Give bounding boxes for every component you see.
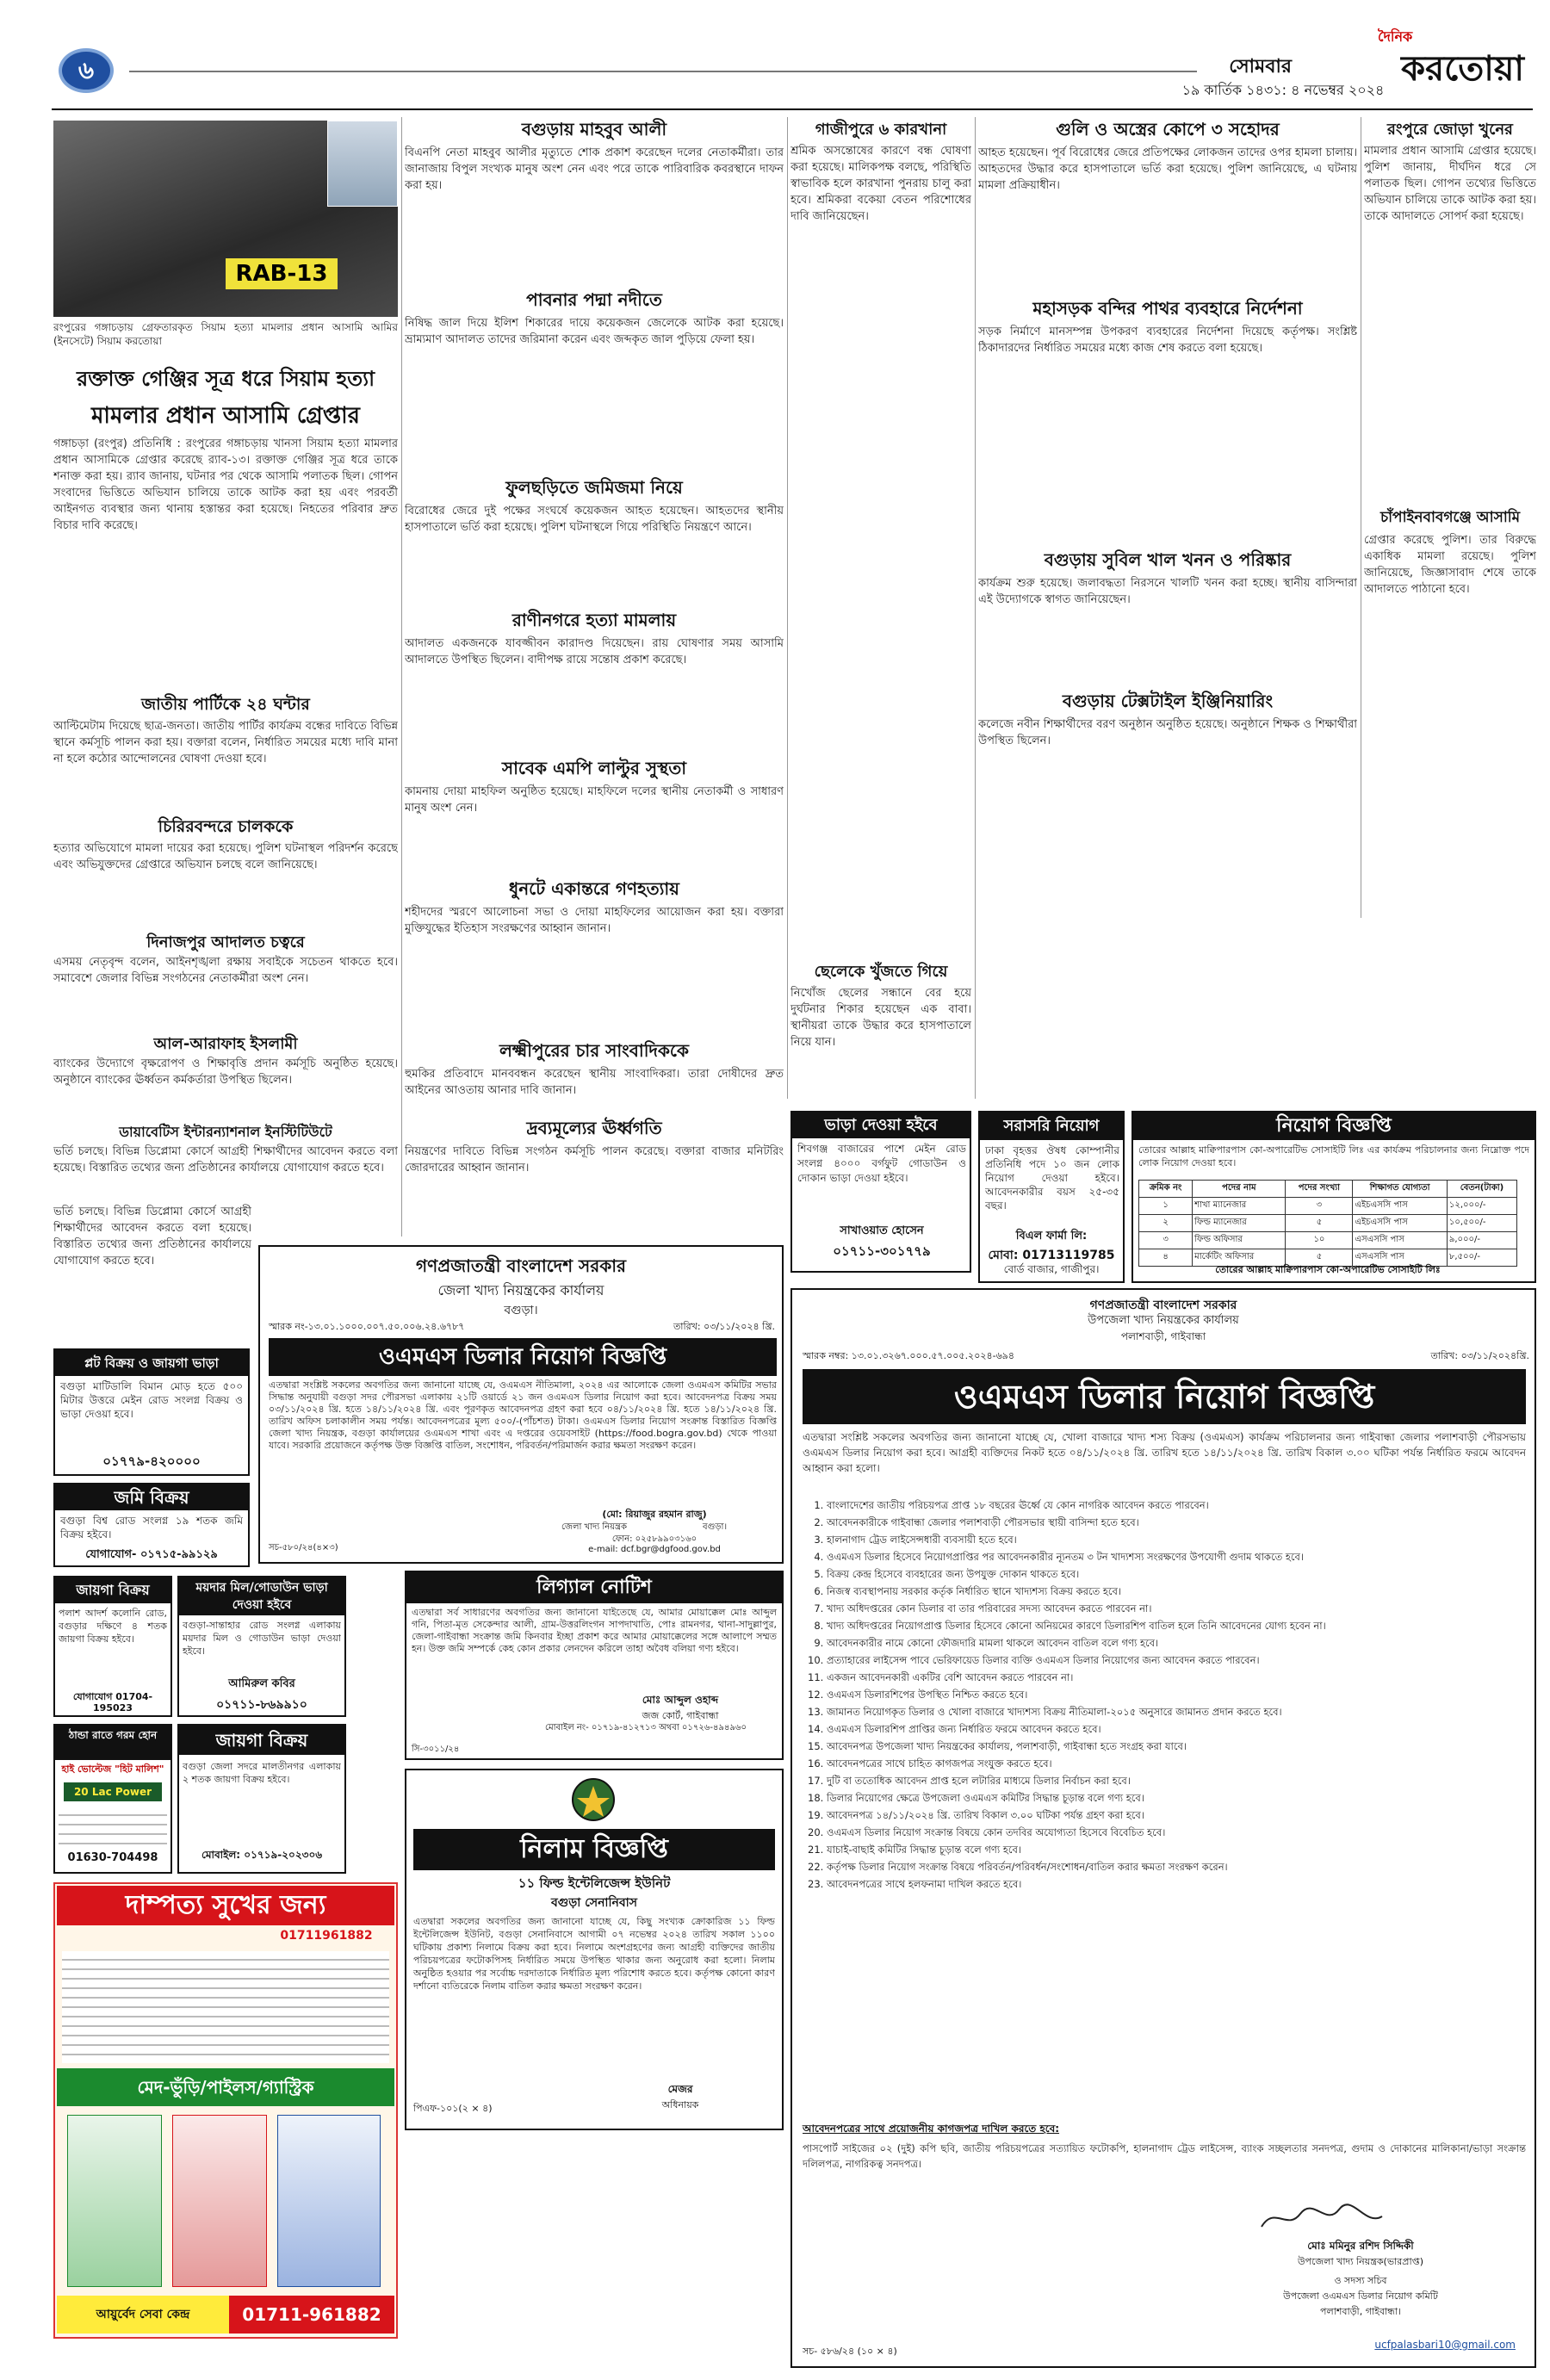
cell: এইচএসসি পাস (1353, 1215, 1447, 1232)
gazipur-body: শ্রমিক অসন্তোষের কারণে বন্ধ ঘোষণা করা হয়েছে। মালিকপক্ষ বলছে, পরিস্থিতি স্বাভাবিক হলে কারখানা পুনরায় চালু করা হবে। শ্রমিকরা বকেয়া বেতন পরিশোধের দাবি জানিয়েছেন। (790, 145, 971, 223)
condition-item: 4. ওএমএস ডিলার হিসেবে নিয়োগপ্রাপ্তির পর আবেদনকারীর ন্যূনতম ৩ টন খাদ্যশস্য সংরক্ষণের উপযোগী গুদাম থাকতে হবে। (827, 1548, 1526, 1565)
army-emblem-icon (555, 1776, 632, 1824)
tender1-title: ওএমএস ডিলার নিয়োগ বিজ্ঞপ্তি (269, 1338, 777, 1376)
sorasori-body: ঢাকা বৃহত্তর ঔষধ কোম্পানীর প্রতিনিধি পদে ১০ জন লোক নিয়োগ দেওয়া হইবে। আবেদনকারীর বয়স ২৫-৩৫ বছর। (985, 1144, 1119, 1212)
nilam-unit: ১১ ফিল্ড ইন্টেলিজেন্স ইউনিট (518, 1875, 671, 1891)
med-product-image-1 (67, 2115, 162, 2287)
legal-phone: মোবাইল নং- ০১৭১৯-৪১২৭১৩ অথবা ০১৭২৬-৪৯৪৯৬০ (545, 1723, 747, 1732)
tender1-body: এতদ্বারা সংশ্লিষ্ট সকলের অবগতির জন্য জানানো যাচ্ছে যে, ওএমএস নীতিমালা, ২০২৪ এর আলোকে জেলা ওএমএস কমিটির সভার সিদ্ধান্ত অনুযায়ী বগুড়া সদর পৌরসভা এলাকায় ২১টি ওয়ার্ডে ২১ জন ওএমএস ডিলার নিয়োগ করা হবে। আবেদনপত্র বিক্রয় সময় ০৩/১১/২০২৪ খ্রি. হতে ১৪/১১/২০২৪ খ্রি. এবং পূরণকৃত আবেদনপত্র গ্রহণ করা হবে ০৪/১১/২০২৪ খ্রি. হতে ১৪/১১/২০২৪ খ্রি. তারিখ অফিস চলাকালীন সময় পর্যন্ত। আবেদনপত্রের মূল্য ৫০০/-(পাঁচশত) টাকা। ওএমএস ডিলার নিয়োগ সংক্রান্ত বিস্তারিত বিজ্ঞপ্তি জেলা খাদ্য নিয়ন্ত্রক, বগুড়া কার্যালয়ের ওএমএস শাখা এবং এ দপ্তরের ওয়েবসাইট (https://food.bogra.gov.bd) থেকে পাওয়া যাবে। সরকারি প্রয়োজনে কর্তৃপক্ষ উক্ত বিজ্ঞপ্তি বাতিল, সংশোধন, পরিবর্তন/পরিমার্জন করার ক্ষমতা সংরক্ষণ করেন। (269, 1379, 777, 1451)
niyog-col-salary: বেতন(টাকা) (1447, 1181, 1516, 1198)
jomi-phone: যোগাযোগ- ০১৭১৫-৯৯১২৯ (85, 1548, 218, 1561)
moydar-title: ময়দার মিল/গোডাউন ভাড়া দেওয়া হইবে (179, 1577, 344, 1615)
moydar-body: বগুড়া-সান্তাহার রোড সংলগ্ন এলাকায় ময়দার মিল ও গোডাউন ভাড়া দেওয়া হইবে। (183, 1620, 341, 1657)
bhara-title: ভাড়া দেওয়া হইবে (792, 1113, 970, 1138)
nilam-signer-rank: মেজর (667, 2083, 693, 2095)
magura-body: সড়ক নির্মাণে মানসম্পন্ন উপকরণ ব্যবহারের নির্দেশনা দিয়েছে কর্তৃপক্ষ। সংশ্লিষ্ট ঠিকাদারদের নির্ধারিত সময়ের মধ্যে কাজ শেষ করতে বলা হয়েছে। (978, 325, 1357, 355)
fulchari-headline: ফুলছড়িতে জমিজমা নিয়ে (505, 477, 683, 498)
ranirbandar-body: আদালত একজনকে যাবজ্জীবন কারাদণ্ড দিয়েছেন। রায় ঘোষণার সময় আসামি আদালতে উপস্থিত ছিলেন। বাদীপক্ষ রায়ে সন্তোষ প্রকাশ করেছে। (405, 637, 784, 666)
sorasori-firm: বিএল ফার্মা লি: (1015, 1230, 1088, 1243)
tender2-city: পলাশবাড়ী, গাইবান্ধা (1120, 1330, 1206, 1342)
condition-item: 18. ডিলার নিয়োগের ক্ষেত্রে উপজেলা ওএমএস কমিটির সিদ্ধান্ত চূড়ান্ত বলে গণ্য হবে। (827, 1789, 1526, 1807)
table-row (1139, 1232, 1517, 1249)
tender1-phone: ফোন: ০২৫৮৯৯০৩১৬০ (611, 1534, 698, 1544)
condition-item: 9. আবেদনকারীর নামে কোনো ফৌজদারি মামলা থাকলে আবেদন বাতিল বলে গণ্য হবে। (827, 1634, 1526, 1652)
tender1-signer-title: জেলা খাদ্য নিয়ন্ত্রক (561, 1522, 627, 1532)
condition-item: 16. আবেদনপত্রের সাথে চাহিত কাগজপত্র সংযুক্ত করতে হবে। (827, 1755, 1526, 1772)
legal-body: এতদ্বারা সর্ব সাধারণের অবগতির জন্য জানানো যাইতেছে যে, আমার মোয়াক্কেল মোঃ আব্দুল গনি, পিতা-মৃত সেকেন্দার আলী, গ্রাম-উত্তরলিংগন সাপদাখাতি, পোঃ রামনগর, থানা-সাদুল্লাপুর, জেলা-গাইবান্ধা সংক্রান্ত জমি কিনবার ইচ্ছা প্রকাশ করে আমার মোয়াক্কেলের সঙ্গে আলাপে সম্মত হন। উক্ত জমি সম্পর্কে কেহ কোন প্রকার লেনদেন করিলে তাহা অবৈধ বলিয়া গণ্য হইবে। (412, 1607, 777, 1654)
niyog-col-serial: ক্রমিক নং (1139, 1181, 1193, 1198)
tender2-office: উপজেলা খাদ্য নিয়ন্ত্রকের কার্যালয় (1088, 1314, 1239, 1327)
tender2-gov: গণপ্রজাতন্ত্রী বাংলাদেশ সরকার (1089, 1298, 1237, 1312)
jatiyo-headline: জাতীয় পার্টিকে ২৪ ঘন্টার (141, 695, 310, 714)
moydar-name: আমিরুল কবির (228, 1677, 295, 1690)
tender2-signer-role: ও সদস্য সচিব (1334, 2275, 1387, 2286)
column-rule (401, 117, 402, 1236)
diploma-body: ভর্তি চলছে। বিভিন্ন ডিপ্লোমা কোর্সে আগ্রহী শিক্ষার্থীদের আবেদন করতে বলা হয়েছে। বিস্তারিত তথ্যের জন্য প্রতিষ্ঠানের কার্যালয়ে যোগাযোগ করতে হবে। (53, 1145, 398, 1175)
tender2-signer-title: উপজেলা খাদ্য নিয়ন্ত্রক(ভারপ্রাপ্ত) (1297, 2256, 1424, 2267)
condition-item: 10. প্রত্যাহারের লাইসেন্স পাবে ভেরিফায়েড ডিলার ব্যক্তি ওএমএস ডিলার নিয়োগের জন্য আবেদন করতে পারবেন। (827, 1652, 1526, 1669)
cell: ৯,০০০/- (1447, 1232, 1516, 1249)
jayga1-title: জায়গা বিক্রয় (55, 1577, 170, 1603)
tender2-email: ucfpalasbari10@gmail.com (1374, 2339, 1516, 2351)
cell: ১২,০০০/- (1447, 1198, 1516, 1215)
brand-small: দৈনিক (1378, 28, 1413, 45)
tender1-signer-city: বগুড়া। (702, 1522, 728, 1532)
rab-badge: RAB-13 (226, 258, 338, 289)
gazipur-headline: গাজীপুরে ৬ কারখানা (815, 121, 947, 139)
condition-item: 19. আবেদনপত্র ১৪/১১/২০২৪ খ্রি. তারিখ বিকাল ৩.০০ ঘটিকা পর্যন্ত গ্রহণ করা হবে। (827, 1807, 1526, 1824)
condition-item: 15. আবেদনপত্র উপজেলা খাদ্য নিয়ন্ত্রকের কার্যালয়, পলাশবাড়ী, গাইবান্ধা হতে সংগ্রহ করা যাবে। (827, 1738, 1526, 1755)
condition-item: 20. ওএমএস ডিলার নিয়োগ সংক্রান্ত বিষয়ে কোন তদবির অযোগ্যতা হিসেবে বিবেচিত হবে। (827, 1824, 1526, 1841)
cell: ফিল্ড অফিসার (1193, 1232, 1286, 1249)
saheb-body: কামনায় দোয়া মাহফিল অনুষ্ঠিত হয়েছে। মাহফিলে দলের স্থানীয় নেতাকর্মী ও সাধারণ মানুষ অংশ নেন। (405, 785, 784, 815)
cell: ফিল্ড ম্যানেজার (1193, 1215, 1286, 1232)
table-row (1139, 1198, 1517, 1215)
condition-item: 13. জামানত নিয়োগকৃত ডিলার ও খোলা বাজারে খাদ্যশস্য বিক্রয় নীতিমালা-২০১৫ অনুসারে জামানত প্রদান করতে হবে। (827, 1703, 1526, 1720)
table-row (1139, 1215, 1517, 1232)
condition-item: 8. খাদ্য অধিদপ্তরের নিয়োগপ্রাপ্ত ডিলার হিসেবে কোনো অনিয়মের কারণে ডিলারশিপ বাতিল হলে তিনি আবেদনের যোগ্য হবেন না। (827, 1617, 1526, 1634)
pranmulyo-headline: দ্রব্যমূল্যের ঊর্ধ্বগতি (526, 1118, 662, 1138)
dinajpur-body: এসময় নেতৃবৃন্দ বলেন, আইনশৃঙ্খলা রক্ষায় সবাইকে সচেতন থাকতে হবে। সমাবেশে জেলার বিভিন্ন সংগঠনের নেতাকর্মীরা অংশ নেন। (53, 956, 398, 985)
tender2-conditions (803, 1497, 1526, 2117)
condition-item: 11. একজন আবেদনকারী একটির বেশি আবেদন করতে পারবেন না। (827, 1669, 1526, 1686)
header-day: সোমবার (1229, 56, 1292, 77)
niyog-title: নিয়োগ বিজ্ঞপ্তি (1133, 1113, 1534, 1140)
header-divider-line (129, 71, 1197, 72)
mahbub-body: বিএনপি নেতা মাহবুব আলীর মৃত্যুতে শোক প্রকাশ করেছেন দলের নেতাকর্মীরা। তার জানাজায় বিপুল সংখ্যক মানুষ অংশ নেন এবং পরে তাকে পারিবারিক কবরস্থানে দাফন করা হয়। (405, 146, 784, 192)
cell: ১০ (1286, 1232, 1353, 1249)
alarafa-body: ব্যাংকের উদ্যোগে বৃক্ষরোপণ ও শিক্ষাবৃত্তি প্রদান কর্মসূচি অনুষ্ঠিত হয়েছে। অনুষ্ঠানে ব্যাংকের ঊর্ধ্বতন কর্মকর্তারা উপস্থিত ছিলেন। (53, 1057, 398, 1087)
condition-item: 22. কর্তৃপক্ষ ডিলার নিয়োগ সংক্রান্ত বিষয়ে পরিবর্তন/পরিবর্ধন/সংশোধন/বাতিল করার ক্ষমতা সংরক্ষণ করেন। (827, 1858, 1526, 1875)
med-product-image-3 (277, 2115, 381, 2287)
thanda-title: ঠান্ডা রাতে গরম হোন (55, 1726, 170, 1760)
textile-body: কলেজে নবীন শিক্ষার্থীদের বরণ অনুষ্ঠান অনুষ্ঠিত হয়েছে। অনুষ্ঠানে শিক্ষক ও শিক্ষার্থীরা উপস্থিত ছিলেন। (978, 718, 1357, 747)
condition-item: 14. ওএমএস ডিলারশিপ প্রাপ্তির জন্য নির্ধারিত ফরমে আবেদন করতে হবে। (827, 1720, 1526, 1738)
diploma-body-narrow: ভর্তি চলছে। বিভিন্ন ডিপ্লোমা কোর্সে আগ্রহী শিক্ষার্থীদের আবেদন করতে বলা হয়েছে। বিস্তারিত তথ্যের জন্য প্রতিষ্ঠানের কার্যালয়ে যোগাযোগ করতে হবে। (53, 1205, 251, 1267)
textile-headline: বগুড়ায় টেক্সটাইল ইঞ্জিনিয়ারিং (1062, 691, 1274, 711)
condition-item: 5. বিক্রয় কেন্দ্র হিসেবে ব্যবহারের জন্য উপযুক্ত দোকান থাকতে হবে। (827, 1565, 1526, 1583)
rangpur-body: মামলার প্রধান আসামি গ্রেপ্তার হয়েছে। পুলিশ জানায়, দীর্ঘদিন ধরে সে পলাতক ছিল। গোপন তথ্যের ভিত্তিতে অভিযান চালিয়ে তাকে আটক করা হয়। তাকে আদালতে সোপর্দ করা হয়েছে। (1364, 145, 1536, 223)
pabna-body: নিষিদ্ধ জাল দিয়ে ইলিশ শিকারের দায়ে কয়েকজন জেলেকে আটক করা হয়েছে। ভ্রাম্যমাণ আদালত তাদের জরিমানা করেন এবং জব্দকৃত জাল পুড়িয়ে ফেলা হয়। (405, 317, 784, 346)
chirirbandar-body: হত্যার অভিযোগে মামলা দায়ের করা হয়েছে। পুলিশ ঘটনাস্থল পরিদর্শন করেছে এবং অভিযুক্তদের গ্রেপ্তারে অভিযান চলছে বলে জানিয়েছে। (53, 842, 398, 871)
niyog-col-education: শিক্ষাগত যোগ্যতা (1353, 1181, 1447, 1198)
cell: ৪ (1139, 1249, 1193, 1267)
cell: এসএসসি পাস (1353, 1232, 1447, 1249)
magura-headline: মহাসড়ক বন্দির পাথর ব্যবহারে নির্দেশনা (1032, 298, 1303, 319)
tender1-gov: গণপ্রজাতন্ত্রী বাংলাদেশ সরকার (416, 1255, 626, 1276)
niyog-footer: তোরের আল্লাহ মাক্বিপারপাস কো-অপারেটিভ সোসাইটি লিঃ (1215, 1264, 1441, 1275)
header-date: ১৯ কার্তিক ১৪৩১: ৪ নভেম্বর ২০২৪ (1181, 82, 1385, 98)
tender2-signer-city: পলাশবাড়ী, গাইবান্ধা। (1320, 2306, 1401, 2317)
pabna-headline: পাবনার পদ্মা নদীতে (526, 289, 662, 310)
tender1-office: জেলা খাদ্য নিয়ন্ত্রকের কার্যালয় (437, 1282, 604, 1298)
cell: ৩ (1286, 1198, 1353, 1215)
jayga2-phone: মোবাইল: ০১৭১৯-২০২৩০৬ (201, 1849, 323, 1861)
niyog-col-count: পদের সংখ্যা (1286, 1181, 1353, 1198)
tender1-signer: (মো: রিয়াজুর রহমান রাজু) (602, 1509, 707, 1520)
med-title: মেদ-ভুঁড়ি/পাইলস/গ্যাস্ট্রিক (57, 2068, 394, 2106)
plot-phone: ০১৭৭৯-৪২০০০০ (102, 1453, 201, 1469)
column-rule (787, 117, 788, 1099)
brand-logo: করতোয়া (1401, 49, 1524, 89)
lead-headline-2: মামলার প্রধান আসামি গ্রেপ্তার (91, 403, 360, 429)
tender2-attach-body: পাসপোর্ট সাইজের ০২ (দুই) কপি ছবি, জাতীয় পরিচয়পত্রের সত্যায়িত ফটোকপি, হালনাগাদ ট্রেড লাইসেন্স, ব্যাংক সচ্ছলতার সনদপত্র, গুদাম ও দোকানের মালিকানা/ভাড়া সংক্রান্ত দলিলপত্র, নাগরিকত্ব সনদপত্র। (803, 2142, 1526, 2170)
condition-item: 6. নিজস্ব ব্যবস্থাপনায় সরকার কর্তৃক নির্ধারিত স্থানে খাদ্যশস্য বিক্রয় করতে হবে। (827, 1583, 1526, 1600)
chhele-body: নিখোঁজ ছেলের সন্ধানে বের হয়ে দুর্ঘটনার শিকার হয়েছেন এক বাবা। স্থানীয়রা তাকে উদ্ধার করে হাসপাতালে নিয়ে যান। (790, 985, 971, 1094)
pranmulyo-body: নিয়ন্ত্রণের দাবিতে বিভিন্ন সংগঠন কর্মসূচি পালন করেছে। বক্তারা বাজার মনিটরিং জোরদারের আহ্বান জানান। (405, 1145, 784, 1175)
chapai-body: গ্রেপ্তার করেছে পুলিশ। তার বিরুদ্ধে একাধিক মামলা রয়েছে। পুলিশ জানিয়েছে, জিজ্ঞাসাবাদ শেষে তাকে আদালতে পাঠানো হবে। (1364, 534, 1536, 596)
niyog-col-post: পদের নাম (1193, 1181, 1286, 1198)
tender2-signer: মোঃ মমিনুর রশিদ সিদ্দিকী (1307, 2240, 1414, 2252)
tender2-intro: এতদ্বারা সংশ্লিষ্ট সকলের অবগতির জন্য জানানো যাচ্ছে যে, খোলা বাজারে খাদ্য শস্য বিক্রয় (ওএমএস) কার্যক্রম পরিচালনার জন্য গাইবান্ধা জেলার পলাশবাড়ী পৌরসভায় ওএমএস ডিলার নিয়োগ করা হবে। আগ্রহী ব্যক্তিদের নিকট হতে ০৪/১১/২০২৪ খ্রি. তারিখ হতে ১৪/১১/২০২৪ খ্রি. তারিখ বিকাল ৩.০০ ঘটিকা পর্যন্ত নির্ধারিত ফরমে আবেদন আহ্বান করা হলো। (803, 1431, 1526, 1474)
bogura-khal-body: কার্যক্রম শুরু হয়েছে। জলাবদ্ধতা নিরসনে খালটি খনন করা হচ্ছে। স্থানীয় বাসিন্দারা এই উদ্যোগকে স্বাগত জানিয়েছেন। (978, 577, 1357, 606)
lead-body: গঙ্গাচড়া (রংপুর) প্রতিনিধি : রংপুরের গঙ্গাচড়ায় খানসা সিয়াম হত্যা মামলার প্রধান আসামিকে গ্রেপ্তার করেছে র‍্যাব-১৩। রক্তাক্ত গেঞ্জির সূত্র ধরে তাকে শনাক্ত করা হয়। র‍্যাব জানায়, ঘটনার পর থেকে আসামি পলাতক ছিল। গোপন সংবাদের ভিত্তিতে অভিযান চালিয়ে তাকে আটক করা হয় এবং পরবর্তী আইনগত ব্যবস্থার জন্য থানায় হস্তান্তর করা হয়েছে। নিহতের পরিবার দ্রুত বিচার দাবি করেছে। (53, 437, 398, 532)
cell: ১০,৫০০/- (1447, 1215, 1516, 1232)
thanda-copy (59, 1807, 167, 1848)
jatiyo-body: আল্টিমেটাম দিয়েছে ছাত্র-জনতা। জাতীয় পার্টির কার্যক্রম বন্ধের দাবিতে বিভিন্ন স্থানে কর্মসূচি পালন করা হয়। বক্তারা বলেন, নির্ধারিত সময়ের মধ্যে দাবি মানা না হলে কঠোর আন্দোলনের ঘোষণা দেওয়া হবে। (53, 720, 398, 765)
plot-title: প্লট বিক্রয় ও জায়গা ভাড়া (55, 1350, 248, 1376)
tender2-date: তারিখ: ০৩/১১/২০২৪খ্রি. (1430, 1350, 1529, 1361)
cell: ৫ (1286, 1249, 1353, 1267)
med-product-image-2 (172, 2115, 267, 2287)
condition-item: 1. বাংলাদেশের জাতীয় পরিচয়পত্র প্রাপ্ত ১৮ বছরের ঊর্ধ্বে যে কোন নাগরিক আবেদন করতে পারবেন। (827, 1497, 1526, 1514)
fulchari-body: বিরোধের জেরে দুই পক্ষের সংঘর্ষে কয়েকজন আহত হয়েছেন। আহতদের স্থানীয় হাসপাতালে ভর্তি করা হয়েছে। পুলিশ ঘটনাস্থলে গিয়ে পরিস্থিতি নিয়ন্ত্রণে আনে। (405, 505, 784, 534)
sorasori-title: সরাসরি নিয়োগ (980, 1113, 1123, 1140)
dhunot-body: শহীদদের স্মরণে আলোচনা সভা ও দোয়া মাহফিলের আয়োজন করা হয়। বক্তারা মুক্তিযুদ্ধের ইতিহাস সংরক্ষণের আহ্বান জানান। (405, 906, 784, 935)
photo-caption: রংপুরের গঙ্গাচড়ায় গ্রেফতারকৃত সিয়াম হত্যা মামলার প্রধান আসামি আমির (ইনসেটে) সিয়াম করতোয়া (53, 321, 398, 347)
tender2-signer-committee: উপজেলা ওএমএস ডিলার নিয়োগ কমিটি (1283, 2290, 1438, 2302)
dampatya-phone: 01711961882 (280, 1929, 373, 1943)
niyog-intro: তোরের আল্লাহ মাক্বিপারপাস কো-অপারেটিভ সোসাইটি লিঃ এর কার্যক্রম পরিচালনার জন্য নিম্নোক্ত পদে লোক নিয়োগ দেওয়া হবে। (1138, 1144, 1529, 1168)
med-footer: আয়ুর্বেদ সেবা কেন্দ্র (57, 2296, 229, 2334)
diploma-headline: ডায়াবেটিস ইন্টারন্যাশনাল ইনস্টিটিউটে (119, 1124, 332, 1140)
chirirbandar-headline: চিরিরবন্দরে চালককে (158, 817, 294, 836)
rab-inset-photo (327, 121, 398, 207)
legal-ref: সি-৩০১১/২৪ (412, 1745, 460, 1754)
nilam-base: বগুড়া সেনানিবাস (551, 1896, 637, 1910)
plot-body: বগুড়া মাটিডালি বিমান মোড় হতে ৫০০ মিটার উত্তরে মেইন রোড সংলগ্ন বিক্রয় ও ভাড়া দেওয়া হবে। (60, 1380, 243, 1420)
niyog-table (1138, 1180, 1517, 1267)
laxmipur-body: হুমকির প্রতিবাদে মানববন্ধন করেছেন স্থানীয় সাংবাদিকরা। তারা দোষীদের দ্রুত আইনের আওতায় আনার দাবি জানান। (405, 1068, 784, 1097)
saheb-headline: সাবেক এমপি লাল্টুর সুস্থতা (501, 758, 687, 778)
jayga2-title: জায়গা বিক্রয় (179, 1726, 344, 1755)
header-rule (52, 108, 1533, 110)
condition-item: 23. আবেদনপত্রের সাথে হলফনামা দাখিল করতে হবে। (827, 1875, 1526, 1893)
tender2-memo: স্মারক নম্বর: ১৩.০১.৩২৬৭.০০০.৫৭.০০৫.২০২৪-৬৯৪ (803, 1350, 1015, 1361)
alarafa-headline: আল-আরাফাহ ইসলামী (153, 1035, 298, 1053)
cell: ১ (1139, 1198, 1193, 1215)
nilam-signer-title: অধিনায়ক (661, 2099, 699, 2110)
mahbub-headline: বগুড়ায় মাহবুব আলী (521, 119, 667, 139)
signature-image (1257, 2201, 1386, 2235)
sorasori-address: বোর্ড বাজার, গাজীপুর। (1003, 1263, 1100, 1275)
laxmipur-headline: লক্ষ্মীপুরের চার সাংবাদিককে (499, 1040, 689, 1061)
tender1-date: তারিখ: ০৩/১১/২০২৪ খ্রি. (673, 1321, 775, 1332)
med-phone: 01711-961882 (229, 2296, 394, 2334)
tender2-attach-title: আবেদনপত্রের সাথে প্রয়োজনীয় কাগজপত্র দাখিল করতে হবে: (803, 2123, 1060, 2135)
condition-item: 12. ওএমএস ডিলারশিপের উপস্থিত নিশ্চিত করতে হবে। (827, 1686, 1526, 1703)
guli-body: আহত হয়েছেন। পূর্ব বিরোধের জেরে প্রতিপক্ষের লোকজন তাদের ওপর হামলা চালায়। আহতদের উদ্ধার করে হাসপাতালে ভর্তি করা হয়েছে। পুলিশ জানিয়েছে, এ ঘটনায় মামলা প্রক্রিয়াধীন। (978, 146, 1357, 192)
ranirbandar-headline: রাণীনগরে হত্যা মামলায় (512, 610, 677, 630)
cell: এইচএসসি পাস (1353, 1198, 1447, 1215)
nilam-ref: পিএফ-১০১(২ × ৪) (413, 2103, 493, 2114)
page-header (0, 0, 1550, 98)
condition-item: 7. খাদ্য অধিদপ্তরের কোন ডিলার বা তার পরিবারের সদস্য আবেদন করতে পারবেন না। (827, 1600, 1526, 1617)
condition-item: 17. দুটি বা ততোধিক আবেদন প্রাপ্ত হলে লটারির মাধ্যমে ডিলার নির্বাচন করা হবে। (827, 1772, 1526, 1789)
thanda-badge: 20 Lac Power (64, 1782, 162, 1801)
nilam-body: এতদ্বারা সকলের অবগতির জন্য জানানো যাচ্ছে যে, কিছু সংখ্যক ক্রোকারিজ ১১ ফিল্ড ইন্টেলিজেন্স ইউনিট, বগুড়া সেনানিবাসে আগামী ০৭ নভেম্বর ২০২৪ তারিখ সকাল ১১০০ ঘটিকায় প্রকাশ্য নিলামে বিক্রয় করা হবে। নিলামে অংশগ্রহণের জন্য আগ্রহী ব্যক্তিদের জাতীয় পরিচয়পত্রের ফটোকপিসহ নির্ধারিত সময়ে উপস্থিত থাকার জন্য অনুরোধ করা হলো। নিলাম অনুষ্ঠিত হওয়ার পর সর্বোচ্চ দরদাতাকে নির্ধারিত মূল্য পরিশোধ করতে হবে। কর্তৃপক্ষ কোনো কারণ দর্শানো ব্যতিরেকে নিলাম বাতিল করার ক্ষমতা সংরক্ষণ করেন। (413, 1916, 775, 1992)
cell: ২ (1139, 1215, 1193, 1232)
tender1-ref: সচ-৫৮০/২৪(৪×৩) (269, 1543, 338, 1553)
thanda-phone: 01630-704498 (67, 1851, 158, 1864)
condition-item: 21. যাচাই-বাছাই কমিটির সিদ্ধান্ত চূড়ান্ত বলে গণ্য হবে। (827, 1841, 1526, 1858)
legal-title: লিগ্যাল নোটিশ (406, 1572, 782, 1603)
jayga1-phone: যোগাযোগ 01704-195023 (72, 1691, 153, 1714)
bhara-name: সাখাওয়াত হোসেন (840, 1224, 924, 1237)
jomi-body: বগুড়া বিশ্ব রোড সংলগ্ন ১৯ শতক জমি বিক্রয় হইবে। (60, 1515, 243, 1540)
guli-headline: গুলি ও অস্ত্রের কোপে ৩ সহোদর (1056, 119, 1280, 139)
tender2-ref: সচ- ৫৮৬/২৪ (১০ × ৪) (803, 2346, 897, 2357)
chhele-headline: ছেলেকে খুঁজতে গিয়ে (790, 959, 971, 983)
cell: ৫ (1286, 1215, 1353, 1232)
cell: এসএসসি পাস (1353, 1249, 1447, 1267)
condition-item: 3. হালনাগাদ ট্রেড লাইসেন্সধারী ব্যবসায়ী হতে হবে। (827, 1531, 1526, 1548)
tender1-memo: স্মারক নং-১৩.০১.১০০০.০০৭.৫০.০০৬.২৪.৬৭৮৭ (269, 1321, 465, 1332)
lead-headline-1: রক্তাক্ত গেঞ্জির সূত্র ধরে সিয়াম হত্যা (76, 367, 375, 391)
jomi-title: জমি বিক্রয় (55, 1484, 248, 1510)
jayga1-body: পলাশ আদর্শ কলোনি রোড, বগুড়ার দক্ষিণে ৪ শতক জায়গা বিক্রয় হইবে। (59, 1608, 167, 1645)
jayga2-body: বগুড়া জেলা সদরে মালতীনগর এলাকায় ২ শতক জায়গা বিক্রয় হইবে। (183, 1761, 341, 1785)
legal-signer: মোঃ আব্দুল ওহাব্দ (642, 1694, 719, 1706)
cell: ৮,৫০০/- (1447, 1249, 1516, 1267)
nilam-title: নিলাম বিজ্ঞপ্তি (413, 1829, 775, 1870)
tender1-email: e-mail: dcf.bgr@dgfood.gov.bd (588, 1545, 721, 1554)
dampatya-title: দাম্পত্য সুখের জন্য (57, 1886, 394, 1925)
tender2-title: ওএমএস ডিলার নিয়োগ বিজ্ঞপ্তি (803, 1369, 1526, 1424)
cell: ৩ (1139, 1232, 1193, 1249)
rangpur-headline: রংপুরে জোড়া খুনের (1387, 121, 1513, 139)
cell: শাখা ম্যানেজার (1193, 1198, 1286, 1215)
thanda-subtitle: হাই ভোল্টেজ "হিট মালিশ" (61, 1763, 164, 1775)
chapai-headline: চাঁপাইনবাবগঞ্জে আসামি (1380, 509, 1521, 526)
condition-item: 2. আবেদনকারীকে গাইবান্ধা জেলার পলাশবাড়ী পৌরসভার স্থায়ী বাসিন্দা হতে হবে। (827, 1514, 1526, 1531)
bhara-phone: ০১৭১১-৩০১৭৭৯ (833, 1243, 931, 1259)
cell: মার্কেটিং অফিসার (1193, 1249, 1286, 1267)
bogura-khal-headline: বগুড়ায় সুবিল খাল খনন ও পরিষ্কার (1044, 549, 1292, 570)
dhunot-headline: ধুনটে একান্তরে গণহত্যায় (509, 878, 679, 899)
page-number: ৬ (78, 56, 95, 84)
sorasori-phone: মোবা: 01713119785 (988, 1249, 1115, 1262)
dampatya-copy (62, 1951, 389, 2063)
bhara-body: শিবগঞ্জ বাজারের পাশে মেইন রোড সংলগ্ন ৪০০০ বর্গফুট গোডাউন ও দোকান ভাড়া দেওয়া হইবে। (797, 1143, 966, 1184)
column-rule (975, 117, 976, 1099)
tender1-city: বগুড়া। (504, 1304, 538, 1317)
moydar-phone: ০১৭১১-৮৬৯৯১০ (216, 1698, 307, 1712)
legal-signer-title: জজ কোর্ট, গাইবান্ধা (642, 1710, 719, 1721)
dinajpur-headline: দিনাজপুর আদালত চত্বরে (146, 933, 305, 951)
